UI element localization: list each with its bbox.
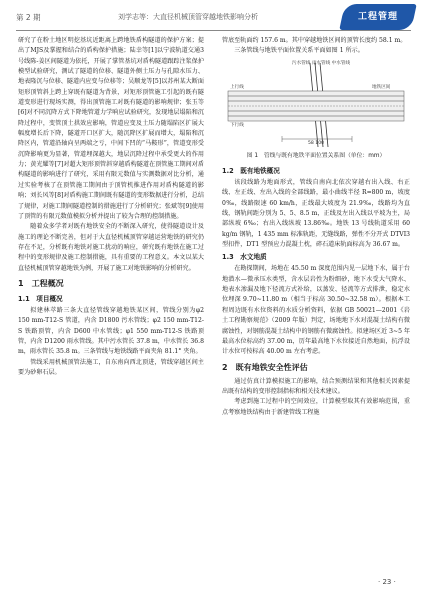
paragraph: 通过仿真计算模拟施工的影响，结合预测结果和其他相关因素提出既有结构的变形控制指标和相关技术建议。: [222, 377, 410, 395]
subsection-heading: 1.1 项目概况: [18, 294, 63, 303]
paragraph: 在勘探期间，场地在 45.50 m 深度范围内见一层地下水，属于台地潜水—微承压水类型，含水层岩性为粉细砂，地下水受大气降水、地表水渗漏及地下径流方式补给，以蒸发、径流等方式排泄，稳定水位埋深 9.70~11.80 m（相当于标高 30.50~32.58 m）。根据本工程周边既有水位资料的水质分析资料，依据 GB 50021—2001《岩土工程勘察规范》（2009 年版）判定，场地地下水对混凝土结构有微腐蚀性，对钢筋混凝土结构中的钢筋有微腐蚀性。拟建场区近 3~5 年最高水位标高约 37.00 m，历年最高地下水位接近自然地面，抗浮设计水位可按标高 40.00 m 左右考虑。: [222, 265, 410, 356]
page-header: [0, 0, 427, 34]
figure-label-up-track: 上行线: [230, 84, 244, 90]
paragraph: 考虑到施工过程中的空间效应，计算模型取其有效影响范围，重点考察地铁结构由于新建管线工程施: [222, 398, 410, 416]
subsection-heading: 1.2 既有地铁概况: [222, 167, 280, 176]
paragraph: 该段线路为地面形式，管线自南向北依次穿越右出入线、右正线、左正线、左出入线的全部线路，最小曲线半径 R=800 m，坡度 0‰，线路限速 60 km/h，正线最大坡度为 21.9‰，线路均为直线，钢轨间距分别为 5、5、8.5 m，正线及左出入线以平坡为主，局部纵坡 6‰；右出入线纵坡 13.86‰。地铁 13 号线轨道采用 60 kg/m 钢轨，1 435 mm 标准轨距，无缝线路，弹性不分开式 DTVI3 型扣件，DT1 型预应力混凝土枕，碎石道床轨面标高为 36.67 m。: [222, 179, 410, 249]
journal-logo-text: 工程管理: [357, 12, 398, 22]
paragraph: 管线采用机械顶管法施工，自东南向西北顶进，管线穿越区间主要为砂卵石层。: [18, 358, 204, 376]
paragraph: 研究了在粉土地区明挖基坑近距离上跨地铁盾构隧道的保护方案；提出了MJS及掌握和结合的盾构保护措施；陆幸等[1]以宁波轨道交通3号线陈-姜区间隧道为依托，开展了掌管基坑对盾构隧道跟踪注浆保护模型试验研究，测试了隧道的位移、隧道外侧土压力与孔隙水压力、地表隆沉与位移、隧道内应变与位移等；吴顺龙等[5]以苏州某大断面矩形顶管斜上跨上穿既有隧道为背景，对矩形顶管施工引起的既有隧道变形进行现场实测，得出顶管施工对既有隧道的影响规律；张玉等[6]对不同沉降方式下降地管道力学响应试验研究，发现地层塌陷和沉降过程中，变管顶土拱效应影响，管道应变及土压力随塌陷区扩展大幅度增长后下降，隧道开口区扩大，随沉降区扩展而增大，塌陷和沉降区内，管道沿轴向呈两端之亏，中间下凹的“马鞍形”，管道变形受沉降影响更为显著，管道埋深越大，地层沉降过程中承受更大的作用力；黄光耀等[7]对超大矩形顶管斜穿越盾构隧道在顶管施工期间对盾构隧道的影响进行了研究，采用有限元数值与实测数据对比分析，通过实验考核了在顶管施工期间由于顶管机推进作用对盾构隧道的影响；刘长风等[8]对盾构施工期间既有隧道的变形数据进行分析，总结了规律，对施工期间隧道控制的措施进行了分析研究；张斌等[9]使用了顶管的有限元数值模拟分析并提出了较为合理的控制措施。: [18, 37, 204, 220]
running-title: 刘学志等：大直径机械顶管穿越地铁影响分析: [118, 13, 258, 21]
section-heading: 1 工程概况: [18, 278, 64, 288]
figure-caption: 图 1 管线与既有地铁平面位置关系图（单位：mm）: [246, 152, 386, 159]
figure-label-pipes: 污水管线 雨水管线 中水管线: [292, 60, 351, 66]
page-number: · 23 ·: [378, 578, 396, 586]
journal-logo: [339, 4, 417, 30]
figure-label-down-track: 下行线: [230, 122, 244, 128]
header-rule: [16, 30, 411, 31]
paragraph: 随着众多学者对既有地铁安全的不断深入研究，使得隧道设计及施工的理论不断完善，但对于大直径机械顶管穿越运营地铁的研究仍存在不足，分析既有地铁对施工扰动的响应，研究既有地铁在施工过程中的变形规律及施工控制措施，具有重要的工程意义。本文以某大直径机械顶管穿越地铁为例，开展了施工对地铁影响的分析研究。: [18, 223, 204, 272]
section-heading: 2 既有地铁安全性评估: [222, 362, 308, 372]
paragraph: 拟建林萃路三条大直径管线穿越地铁某区间，管线分别为φ2 150 mm-T12-S 管道，内含 D1800 污水管线；φ2 150 mm-T12-S 铁路顶管，内含 D600 中水管线；φ1 550 mm-T12-S 铁路顶管，内含 D1200 雨水管线。其中污水管长 37.8 m，中水管长 36.8 m，雨水管长 35.8 m。三条管线与地铁线路平面夹角 81.1° 夹角。: [18, 306, 204, 356]
figure-plan-view: [222, 61, 410, 149]
paragraph: 三条管线与地铁平面位置关系平面如图 1 所示。: [234, 47, 364, 55]
issue-number: 第 2 期: [16, 13, 41, 22]
figure-label-station: 地铁区间: [372, 84, 391, 90]
plan-view-drawing: [222, 61, 410, 149]
subsection-heading: 1.3 水文地质: [222, 253, 267, 262]
right-column: [222, 36, 410, 418]
figure-label-dimension: 58 100: [308, 140, 325, 146]
paragraph: 管底至轨面约 157.6 m。其中穿越地铁区间的顶管长度约 58.1 m。: [222, 37, 407, 44]
left-column: [18, 36, 204, 378]
